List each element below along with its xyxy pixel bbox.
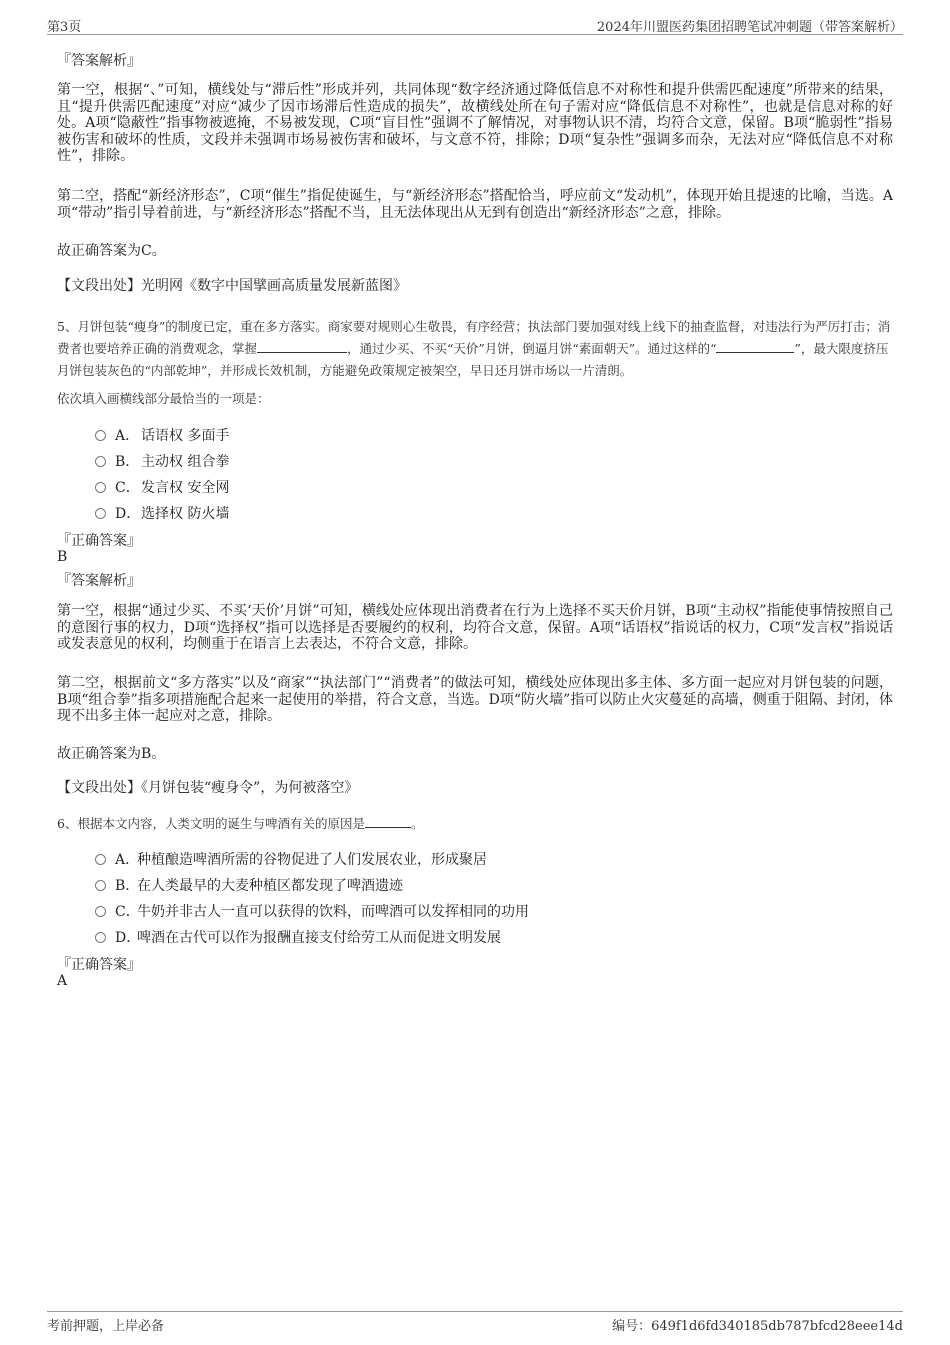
option-text: 选择权 防火墙	[141, 506, 230, 522]
option-text: 啤酒在古代可以作为报酬直接支付给劳工从而促进文明发展	[137, 930, 501, 946]
page-number: 第3页	[47, 20, 82, 35]
radio-icon[interactable]	[95, 508, 106, 519]
q6-option-d[interactable]	[95, 927, 501, 947]
footer-slogan: 考前押题，上岸必备	[47, 1319, 165, 1334]
q5-source: 【文段出处】《月饼包装“瘦身令”，为何被落空》	[57, 780, 359, 796]
q5-conclusion: 故正确答案为B。	[57, 746, 166, 762]
document-title: 2024年川盟医药集团招聘笔试冲刺题（带答案解析）	[596, 20, 903, 35]
q5-blank-2	[716, 352, 794, 353]
q6-option-c[interactable]	[95, 901, 529, 921]
q6-option-a[interactable]	[95, 849, 487, 869]
q6-stem-text: 6、根据本文内容，人类文明的诞生与啤酒有关的原因是	[57, 816, 365, 831]
option-letter: B．	[115, 878, 140, 894]
option-text: 发言权 安全网	[141, 480, 230, 496]
q5-stem-part-2: ，通过少买、不买“天价”月饼，倒逼月饼“素面朝天”。通过这样的“	[347, 341, 717, 356]
q5-analysis-heading: 『答案解析』	[57, 573, 141, 589]
page-header	[47, 14, 903, 35]
q4-analysis-p2: 第二空，搭配“新经济形态”，C项“催生”指促使诞生，与“新经济形态”搭配恰当，呼应前文“发动机”，体现开始且提速的比喻，当选。A项“带动”指引导着前进，与“新经济形态”搭配不当，且无法体现出从无到有创造出“新经济形态”之意，排除。	[57, 188, 893, 221]
q5-analysis-p2: 第二空，根据前文“多方落实”以及“商家”“执法部门”“消费者”的做法可知，横线处应体现出多主体、多方面一起应对月饼包装的问题，B项“组合拳”指多项措施配合起来一起使用的举措，符合文意，当选。D项“防火墙”指可以防止火灾蔓延的高墙，侧重于阻隔、封闭，体现不出多主体一起应对之意，排除。	[57, 675, 893, 724]
footer-serial: 编号：649f1d6fd340185db787bfcd28eee14d	[612, 1319, 903, 1334]
q5-answer: B	[57, 549, 68, 565]
q5-blank-1	[257, 352, 347, 353]
option-text: 话语权 多面手	[141, 428, 230, 444]
q4-analysis-p1: 第一空，根据“、”可知，横线处与“滞后性”形成并列，共同体现“数字经济通过降低信息不对称性和提升供需匹配速度”所带来的结果，且“提升供需匹配速度”对应“减少了因市场滞后性造成的损失”，故横线处所在句子需对应“降低信息不对称性”，也就是信息对称的好处。A项“隐蔽性”指事物被遮掩，不易被发现，C项“盲目性”强调不了解情况，对事物认识不清，均符合文意，保留。B项“脆弱性”指易被伤害和破坏的性质，文段并未强调市场易被伤害和破坏，与文意不符，排除；D项“复杂性”强调多而杂，无法对应“降低信息不对称性”，排除。	[57, 82, 893, 164]
q6-option-b[interactable]	[95, 875, 403, 895]
q5-answer-heading: 『正确答案』	[57, 533, 141, 549]
page-footer	[47, 1311, 903, 1334]
option-text: 牛奶并非古人一直可以获得的饮料，而啤酒可以发挥相同的功用	[137, 904, 529, 920]
option-letter: A．	[115, 852, 140, 868]
q4-source: 【文段出处】光明网《数字中国擘画高质量发展新蓝图》	[57, 278, 407, 294]
option-letter: A．	[115, 428, 140, 444]
option-text: 在人类最早的大麦种植区都发现了啤酒遗迹	[137, 878, 403, 894]
q4-analysis-heading: 『答案解析』	[57, 53, 141, 69]
option-letter: D．	[115, 506, 141, 522]
q6-answer-heading: 『正确答案』	[57, 957, 141, 973]
radio-icon[interactable]	[95, 880, 106, 891]
q4-conclusion: 故正确答案为C。	[57, 243, 166, 259]
radio-icon[interactable]	[95, 854, 106, 865]
radio-icon[interactable]	[95, 430, 106, 441]
option-letter: B．	[115, 454, 140, 470]
q5-option-a[interactable]	[95, 425, 229, 445]
option-letter: D．	[115, 930, 141, 946]
q5-prompt: 依次填入画横线部分最恰当的一项是：	[57, 391, 270, 406]
q5-option-d[interactable]	[95, 503, 229, 523]
q5-stem	[57, 316, 893, 382]
q6-stem-end: 。	[410, 816, 424, 831]
radio-icon[interactable]	[95, 932, 106, 943]
q6-blank	[365, 827, 411, 828]
q6-answer: A	[57, 973, 68, 989]
option-letter: C．	[115, 904, 140, 920]
option-letter: C．	[115, 480, 140, 496]
radio-icon[interactable]	[95, 906, 106, 917]
option-text: 种植酿造啤酒所需的谷物促进了人们发展农业，形成聚居	[137, 852, 487, 868]
radio-icon[interactable]	[95, 456, 106, 467]
q5-option-b[interactable]	[95, 451, 229, 471]
option-text: 主动权 组合拳	[141, 454, 230, 470]
q5-stem-part-1: 5、月饼包装“瘦身”的制度已定，重在多方落实。商家要对规则心生敬畏，有序经营；执法部门要加强对线上线下的抽查监督，对违法行为严厉打击；消费者也要培养正确的消费观念，掌握	[57, 319, 891, 356]
q5-analysis-p1: 第一空，根据“通过少买、不买‘天价’月饼”可知，横线处应体现出消费者在行为上选择不买天价月饼，B项“主动权”指能使事情按照自己的意图行事的权力，D项“选择权”指可以选择是否要履约的权利，均符合文意，保留。A项“话语权”指说话的权力，C项“发言权”指说话或发表意见的权利，均侧重于在语言上去表达，不符合文意，排除。	[57, 603, 893, 652]
radio-icon[interactable]	[95, 482, 106, 493]
q5-stem-part-3: ”，最大限度挤压月饼包装灰色的“内部乾坤”，并形成长效机制，方能避免政策规定被架空，早日还月饼市场以一片清朗。	[57, 341, 889, 378]
q5-option-c[interactable]	[95, 477, 229, 497]
q6-stem	[57, 814, 893, 832]
